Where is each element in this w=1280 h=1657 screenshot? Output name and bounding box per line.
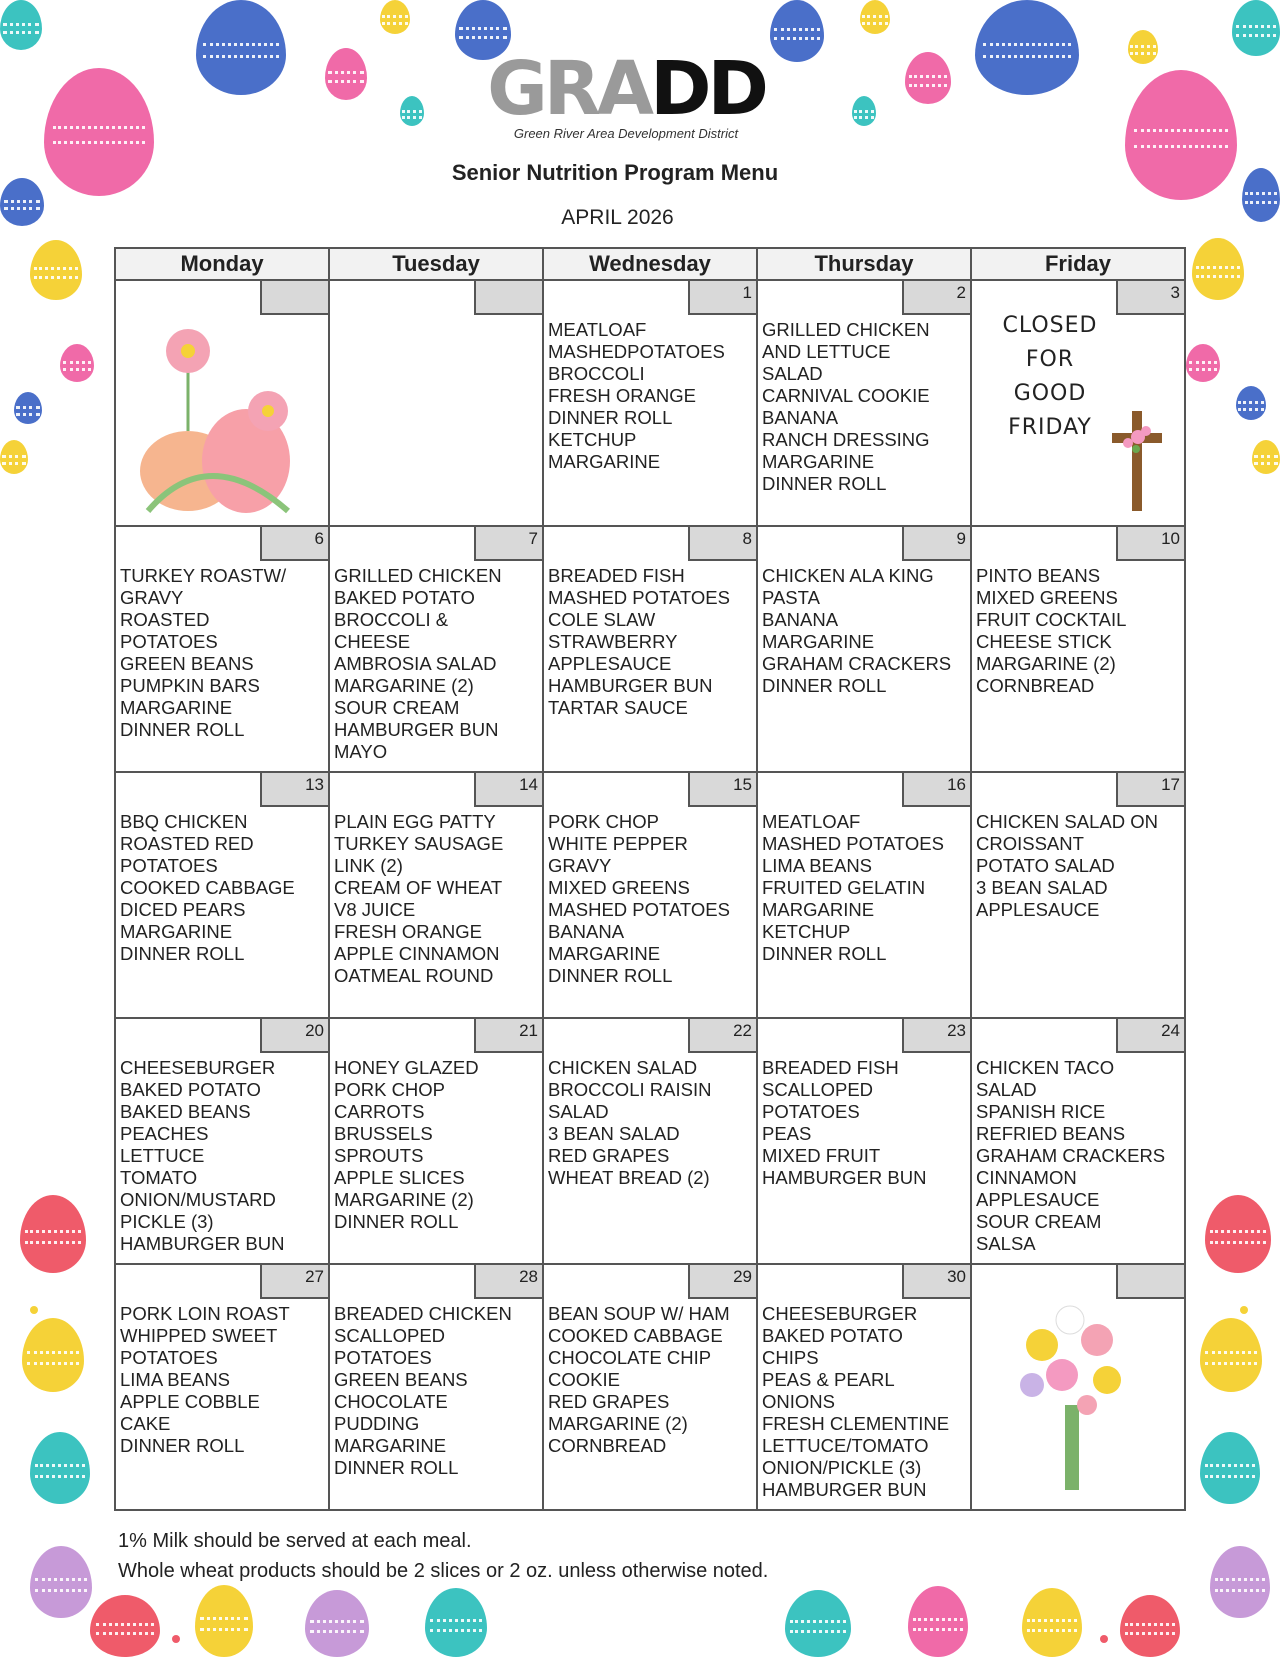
day-cell [757, 1018, 971, 1264]
menu-item: CROISSANT [976, 833, 1084, 854]
calendar-week-row [115, 526, 1185, 772]
milk-note: 1% Milk should be served at each meal. [118, 1530, 472, 1552]
menu-item: PORK CHOP [548, 811, 660, 832]
easter-egg-decoration [1128, 30, 1158, 64]
closed-notice-line: GOOD [1013, 381, 1087, 406]
menu-item: 3 BEAN SALAD [976, 877, 1108, 898]
menu-item: APPLE COBBLE [120, 1391, 260, 1412]
day-cell [115, 1018, 329, 1264]
page-title: Senior Nutrition Program Menu [451, 160, 779, 185]
menu-item: CHOCOLATE [334, 1391, 448, 1412]
date-number: 20 [260, 1019, 328, 1053]
menu-item: PORK CHOP [334, 1079, 446, 1100]
day-cell [543, 1264, 757, 1510]
easter-egg-decoration [860, 0, 890, 34]
menu-item: PICKLE (3) [120, 1211, 214, 1232]
menu-item: MASHEDPOTATOES [548, 341, 725, 362]
date-number: 16 [902, 773, 970, 807]
menu-item: PUMPKIN BARS [120, 675, 260, 696]
menu-item: BROCCOLI [548, 363, 645, 384]
decorative-dot [30, 1306, 38, 1314]
gradd-logo [476, 46, 776, 141]
day-cell [543, 772, 757, 1018]
menu-item: APPLESAUCE [548, 653, 672, 674]
date-number [474, 281, 542, 315]
menu-item: LINK (2) [334, 855, 403, 876]
menu-item-list [972, 1019, 1184, 1255]
weekday-header-friday: Friday [971, 248, 1185, 280]
date-number: 2 [902, 281, 970, 315]
closed-notice-line: CLOSED [1002, 313, 1098, 338]
menu-item: MIXED GREENS [548, 877, 690, 898]
menu-item: TARTAR SAUCE [548, 697, 688, 718]
menu-item: DINNER ROLL [120, 719, 245, 740]
menu-item: SALAD [976, 1079, 1037, 1100]
menu-item: FRUITED GELATIN [762, 877, 926, 898]
easter-eggs-flowers-illustration [128, 321, 318, 521]
date-number: 13 [260, 773, 328, 807]
easter-egg-decoration [425, 1588, 487, 1657]
menu-item: HAMBURGER BUN [334, 719, 499, 740]
menu-item: PUDDING [334, 1413, 420, 1434]
menu-item-list [330, 527, 542, 763]
menu-item: TURKEY SAUSAGE [334, 833, 504, 854]
easter-egg-decoration [22, 1318, 84, 1392]
day-cell [543, 280, 757, 526]
menu-item: V8 JUICE [334, 899, 416, 920]
menu-item: HAMBURGER BUN [762, 1479, 927, 1500]
date-number [1116, 1265, 1184, 1299]
menu-item: LETTUCE/TOMATO [762, 1435, 929, 1456]
menu-item: MEATLOAF [762, 811, 861, 832]
menu-item: LETTUCE [120, 1145, 205, 1166]
menu-item: SOUR CREAM [976, 1211, 1102, 1232]
menu-item: 3 BEAN SALAD [548, 1123, 680, 1144]
decorative-dot [1100, 1635, 1108, 1643]
menu-item: MARGARINE [548, 943, 661, 964]
decorative-dot [172, 1635, 180, 1643]
easter-egg-decoration [60, 344, 94, 382]
menu-item: GREEN BEANS [120, 653, 254, 674]
easter-egg-decoration [1232, 0, 1280, 56]
day-cell [115, 280, 329, 526]
menu-item: GRAVY [120, 587, 184, 608]
menu-item: PINTO BEANS [976, 565, 1101, 586]
flower-bouquet-illustration [1002, 1295, 1142, 1495]
menu-item: SCALLOPED [334, 1325, 446, 1346]
calendar-week-row [115, 1264, 1185, 1510]
menu-item: POTATOES [334, 1347, 432, 1368]
menu-item: BREADED FISH [548, 565, 685, 586]
date-number: 9 [902, 527, 970, 561]
menu-item: PEAS [762, 1123, 812, 1144]
menu-item: MIXED GREENS [976, 587, 1118, 608]
menu-item: HAMBURGER BUN [120, 1233, 285, 1254]
menu-item: CORNBREAD [976, 675, 1095, 696]
easter-egg-decoration [1236, 386, 1266, 420]
menu-item: CHEESEBURGER [120, 1057, 276, 1078]
menu-item: FRUIT COCKTAIL [976, 609, 1127, 630]
menu-item: SOUR CREAM [334, 697, 460, 718]
menu-item: GRAVY [548, 855, 612, 876]
menu-item: AND LETTUCE [762, 341, 891, 362]
day-cell [543, 1018, 757, 1264]
decorative-dot [1240, 1306, 1248, 1314]
menu-item: APPLESAUCE [976, 899, 1100, 920]
menu-item: HONEY GLAZED [334, 1057, 479, 1078]
menu-item: CHEESEBURGER [762, 1303, 918, 1324]
easter-egg-decoration [305, 1590, 369, 1657]
date-number: 6 [260, 527, 328, 561]
menu-item: POTATOES [120, 1347, 218, 1368]
whole-wheat-note: Whole wheat products should be 2 slices or 2 oz. unless otherwise noted. [118, 1560, 769, 1582]
menu-item: DICED PEARS [120, 899, 246, 920]
menu-item: MARGARINE [762, 899, 875, 920]
menu-item: MARGARINE (2) [334, 1189, 474, 1210]
date-number: 17 [1116, 773, 1184, 807]
logo-wordmark: GRADD [487, 46, 765, 132]
closed-notice [980, 309, 1120, 445]
menu-item: PEAS & PEARL [762, 1369, 895, 1390]
menu-item: APPLE CINNAMON [334, 943, 500, 964]
menu-item: DINNER ROLL [762, 473, 887, 494]
menu-item: MARGARINE [334, 1435, 447, 1456]
menu-item: DINNER ROLL [548, 965, 673, 986]
menu-item: CHICKEN SALAD ON [976, 811, 1158, 832]
menu-item: OATMEAL ROUND [334, 965, 494, 986]
date-number: 27 [260, 1265, 328, 1299]
day-cell [971, 526, 1185, 772]
date-number: 14 [474, 773, 542, 807]
menu-item: PORK LOIN ROAST [120, 1303, 290, 1324]
menu-item: KETCHUP [548, 429, 637, 450]
easter-egg-decoration [14, 392, 42, 424]
easter-egg-decoration [852, 96, 876, 126]
weekday-header-thursday: Thursday [757, 248, 971, 280]
day-cell [115, 526, 329, 772]
menu-item: BEAN SOUP W/ HAM [548, 1303, 730, 1324]
menu-item: GRAHAM CRACKERS [976, 1145, 1166, 1166]
menu-item: HAMBURGER BUN [548, 675, 713, 696]
menu-item: CARNIVAL COOKIE [762, 385, 930, 406]
menu-item: PLAIN EGG PATTY [334, 811, 496, 832]
menu-item: POTATOES [762, 1101, 860, 1122]
easter-egg-decoration [1022, 1588, 1082, 1657]
menu-item: BAKED BEANS [120, 1101, 251, 1122]
menu-item: MARGARINE [120, 921, 233, 942]
menu-item: MASHED POTATOES [762, 833, 944, 854]
weekday-header-monday: Monday [115, 248, 329, 280]
easter-egg-decoration [195, 1585, 253, 1657]
easter-egg-decoration [196, 0, 286, 95]
menu-item: MARGARINE [762, 631, 875, 652]
menu-item: CARROTS [334, 1101, 425, 1122]
menu-item: GRILLED CHICKEN [334, 565, 502, 586]
menu-item: AMBROSIA SALAD [334, 653, 497, 674]
menu-item: MARGARINE [548, 451, 661, 472]
easter-egg-decoration [1200, 1432, 1260, 1504]
easter-egg-decoration [1205, 1195, 1271, 1273]
menu-item: CHICKEN SALAD [548, 1057, 698, 1078]
easter-egg-decoration [770, 0, 824, 62]
menu-item: MARGARINE (2) [976, 653, 1116, 674]
menu-item: LIMA BEANS [762, 855, 873, 876]
menu-item: DINNER ROLL [548, 407, 673, 428]
menu-item: MARGARINE (2) [548, 1413, 688, 1434]
menu-item: PASTA [762, 587, 820, 608]
menu-item: POTATOES [120, 631, 218, 652]
day-cell [757, 772, 971, 1018]
day-cell [971, 772, 1185, 1018]
menu-item: KETCHUP [762, 921, 851, 942]
menu-item: DINNER ROLL [120, 943, 245, 964]
menu-item: GRILLED CHICKEN [762, 319, 930, 340]
menu-item: REFRIED BEANS [976, 1123, 1126, 1144]
day-cell [115, 772, 329, 1018]
easter-egg-decoration [1200, 1318, 1262, 1392]
menu-item: CHEESE STICK [976, 631, 1112, 652]
day-cell [329, 1018, 543, 1264]
calendar-body [115, 280, 1185, 1510]
menu-item: BAKED POTATO [334, 587, 475, 608]
menu-item-list [116, 1019, 328, 1255]
logo-tagline: Green River Area Development District [513, 126, 739, 141]
date-number: 7 [474, 527, 542, 561]
date-number: 10 [1116, 527, 1184, 561]
menu-item: ROASTED [120, 609, 210, 630]
date-number: 15 [688, 773, 756, 807]
menu-item: MAYO [334, 741, 388, 762]
date-number: 29 [688, 1265, 756, 1299]
menu-item: ONION/MUSTARD [120, 1189, 276, 1210]
menu-item: MARGARINE [120, 697, 233, 718]
weekday-header-tuesday: Tuesday [329, 248, 543, 280]
day-cell [757, 1264, 971, 1510]
easter-egg-decoration [1252, 440, 1280, 474]
menu-item: APPLE SLICES [334, 1167, 465, 1188]
menu-item: SALAD [548, 1101, 609, 1122]
menu-item: CREAM OF WHEAT [334, 877, 503, 898]
closed-notice-line: FRIDAY [1008, 415, 1092, 440]
menu-item: SPANISH RICE [976, 1101, 1106, 1122]
menu-item: DINNER ROLL [120, 1435, 245, 1456]
menu-calendar [114, 247, 1186, 1511]
calendar-week-row [115, 772, 1185, 1018]
menu-item: BAKED POTATO [762, 1325, 903, 1346]
date-number: 21 [474, 1019, 542, 1053]
menu-item: MASHED POTATOES [548, 587, 730, 608]
day-cell [757, 280, 971, 526]
menu-item: CHIPS [762, 1347, 819, 1368]
date-number: 23 [902, 1019, 970, 1053]
menu-item: BROCCOLI RAISIN [548, 1079, 712, 1100]
menu-item: SALAD [762, 363, 823, 384]
menu-item: BANANA [548, 921, 625, 942]
calendar-week-row [115, 280, 1185, 526]
menu-item: HAMBURGER BUN [762, 1167, 927, 1188]
menu-item: BREADED FISH [762, 1057, 899, 1078]
date-number [260, 281, 328, 315]
easter-egg-decoration [908, 1586, 968, 1657]
menu-item: RANCH DRESSING [762, 429, 930, 450]
menu-item: WHIPPED SWEET [120, 1325, 278, 1346]
menu-item: CHICKEN ALA KING [762, 565, 934, 586]
day-cell [971, 280, 1185, 526]
menu-item: CHEESE [334, 631, 411, 652]
easter-egg-decoration [905, 52, 951, 104]
closed-notice-line: FOR [1025, 347, 1075, 372]
menu-item: MIXED FRUIT [762, 1145, 881, 1166]
menu-item: TOMATO [120, 1167, 198, 1188]
weekday-header-row [115, 248, 1185, 280]
menu-item: MARGARINE (2) [334, 675, 474, 696]
easter-egg-decoration [785, 1590, 851, 1657]
day-cell [971, 1264, 1185, 1510]
menu-item: GRAHAM CRACKERS [762, 653, 952, 674]
menu-item: FRESH ORANGE [548, 385, 697, 406]
menu-item: COOKED CABBAGE [120, 877, 295, 898]
easter-egg-decoration [0, 0, 42, 50]
easter-egg-decoration [380, 0, 410, 34]
weekday-header-wednesday: Wednesday [543, 248, 757, 280]
menu-item: CINNAMON [976, 1167, 1077, 1188]
menu-item: CORNBREAD [548, 1435, 667, 1456]
day-cell [329, 526, 543, 772]
menu-item: FRESH ORANGE [334, 921, 483, 942]
menu-item: CHOCOLATE CHIP [548, 1347, 712, 1368]
day-cell [329, 772, 543, 1018]
menu-item: CAKE [120, 1413, 171, 1434]
menu-item: MASHED POTATOES [548, 899, 730, 920]
menu-item: ONION/PICKLE (3) [762, 1457, 922, 1478]
day-cell [757, 526, 971, 772]
easter-egg-decoration [975, 0, 1079, 95]
menu-item-list [758, 1265, 970, 1501]
menu-item: LIMA BEANS [120, 1369, 231, 1390]
menu-item: RED GRAPES [548, 1145, 670, 1166]
menu-item: DINNER ROLL [334, 1457, 459, 1478]
day-cell [329, 280, 543, 526]
menu-item: WHEAT BREAD (2) [548, 1167, 710, 1188]
menu-item: COOKED CABBAGE [548, 1325, 723, 1346]
menu-item: DINNER ROLL [762, 675, 887, 696]
menu-item: COLE SLAW [548, 609, 656, 630]
menu-item: POTATOES [120, 855, 218, 876]
menu-item: CHICKEN TACO [976, 1057, 1115, 1078]
menu-item: BRUSSELS [334, 1123, 433, 1144]
easter-egg-decoration [1242, 168, 1280, 222]
menu-item: BREADED CHICKEN [334, 1303, 512, 1324]
easter-egg-decoration [1120, 1595, 1180, 1657]
easter-egg-decoration [0, 440, 28, 474]
menu-item: BANANA [762, 609, 839, 630]
easter-egg-decoration [30, 1546, 92, 1618]
easter-egg-decoration [20, 1195, 86, 1273]
menu-item: BROCCOLI & [334, 609, 449, 630]
menu-item: COOKIE [548, 1369, 620, 1390]
menu-item: GREEN BEANS [334, 1369, 468, 1390]
menu-item: WHITE PEPPER [548, 833, 688, 854]
menu-item: DINNER ROLL [334, 1211, 459, 1232]
day-cell [115, 1264, 329, 1510]
date-number: 1 [688, 281, 756, 315]
easter-egg-decoration [325, 48, 367, 100]
menu-item: FRESH CLEMENTINE [762, 1413, 950, 1434]
menu-item: TURKEY ROASTW/ [120, 565, 287, 586]
menu-item: APPLESAUCE [976, 1189, 1100, 1210]
menu-item: SPROUTS [334, 1145, 424, 1166]
menu-item: SALSA [976, 1233, 1036, 1254]
menu-item: SCALLOPED [762, 1079, 874, 1100]
day-cell [971, 1018, 1185, 1264]
easter-egg-decoration [30, 240, 82, 300]
date-number: 30 [902, 1265, 970, 1299]
easter-egg-decoration [1210, 1546, 1270, 1618]
menu-item: ONIONS [762, 1391, 835, 1412]
easter-egg-decoration [30, 1432, 90, 1504]
menu-item: STRAWBERRY [548, 631, 678, 652]
calendar-week-row [115, 1018, 1185, 1264]
date-number: 8 [688, 527, 756, 561]
easter-egg-decoration [400, 96, 424, 126]
menu-item: PEACHES [120, 1123, 209, 1144]
floral-cross-icon [1106, 401, 1166, 511]
menu-item: BAKED POTATO [120, 1079, 261, 1100]
easter-egg-decoration [1186, 344, 1220, 382]
menu-item: BANANA [762, 407, 839, 428]
month-label: APRIL 2026 [561, 206, 674, 229]
menu-item: RED GRAPES [548, 1391, 670, 1412]
menu-item: MEATLOAF [548, 319, 647, 340]
date-number: 28 [474, 1265, 542, 1299]
menu-item: POTATO SALAD [976, 855, 1115, 876]
menu-item: ROASTED RED [120, 833, 254, 854]
day-cell [329, 1264, 543, 1510]
date-number: 3 [1116, 281, 1184, 315]
menu-item: MARGARINE [762, 451, 875, 472]
day-cell [543, 526, 757, 772]
menu-item: DINNER ROLL [762, 943, 887, 964]
easter-egg-decoration [1192, 238, 1244, 300]
easter-egg-decoration [90, 1595, 160, 1657]
date-number: 22 [688, 1019, 756, 1053]
date-number: 24 [1116, 1019, 1184, 1053]
menu-item: BBQ CHICKEN [120, 811, 248, 832]
